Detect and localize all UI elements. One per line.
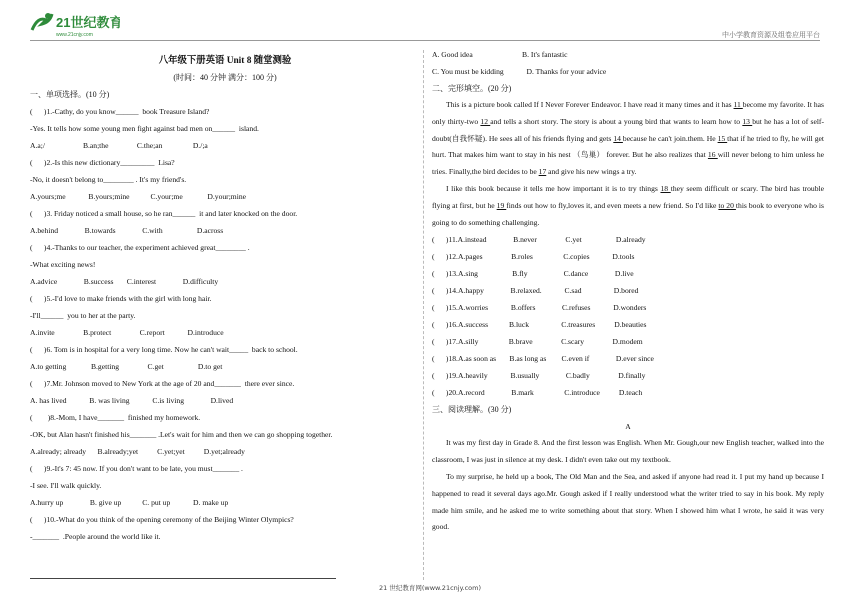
section1-heading: 一、单项选择。(10 分) [30,90,110,99]
header-platform-text: 中小学教育资源及组卷应用平台 [722,31,820,39]
page-subtitle: (时间：40 分钟 满分：100 分) [173,73,277,82]
right-column [432,46,824,536]
q10-options-1: A. Good idea B. It's fantastic [432,50,568,59]
question-line: -I see. I'll walk quickly. [30,481,102,490]
section1-questions [30,103,420,545]
header-divider [30,40,820,41]
question-line: -_______ .People around the world like it. [30,532,161,541]
cloze-option-line: ( )14.A.happy B.relaxed. C.sad D.bored [432,286,639,296]
cloze-option-line: ( )19.A.heavily B.usually C.badly D.finally [432,371,646,381]
cloze-option-line: ( )13.A.sing B.fly C.dance D.live [432,269,634,279]
q10-options-2: C. You must be kidding D. Thanks for your advice [432,67,607,76]
passage-label: A [625,422,631,432]
question-line: ( )9.-It's 7: 45 now. If you don't want to be late, you must_______ . [30,464,243,473]
left-column [30,46,420,545]
cloze-option-line: ( )12.A.pages B.roles C.copies D.tools [432,252,635,262]
logo-text: 21世纪教育 [56,15,120,30]
cloze-option-line: ( )18.A.as soon as B.as long as C.even if D.ever since [432,354,654,364]
question-line: ( )10.-What do you think of the opening ceremony of the Beijing Winter Olympics? [30,515,294,524]
footer-divider [30,578,336,579]
question-line: A.already; already B.already;yet C.yet;yet D.yet;already [30,447,245,456]
question-line: A.behind B.towards C.with D.across [30,226,224,235]
question-line: ( )8.-Mom, I have_______ finished my homework. [30,413,201,422]
cloze-option-line: ( )17.A.silly B.brave C.scary D.modem [432,337,643,347]
section3-heading: 三、阅读理解。(30 分) [432,405,512,415]
question-line: A.hurry up B. give up C. put up D. make up [30,498,229,507]
question-line: -Yes. It tells how some young men fight against bad men on______ island. [30,124,259,133]
question-line: -I'll______ you to her at the party. [30,311,136,320]
column-divider [423,50,424,580]
question-line: ( )2.-Is this new dictionary_________ Lisa? [30,158,175,167]
reading-paragraph-1: It was my first day in Grade 8. And the first lesson was English. When Mr. Gough,our new English teacher, walked into the classroom, I was just in silence at my desk. I didn't even take out my textbook. [432,438,824,465]
question-line: A.advice B.success C.interest D.difficulty [30,277,219,286]
site-logo [30,10,120,38]
cloze-option-line: ( )15.A.worries B.offers C.refuses D.wonders [432,303,647,313]
question-line: ( )6. Tom is in hospital for a very long time. Now he can't wait_____ back to school. [30,345,298,354]
question-line: -What exciting news! [30,260,96,269]
cloze-option-line: ( )20.A.record B.mark C.introduce D.teach [432,388,643,398]
question-line: ( )3. Friday noticed a small house, so he ran______ it and later knocked on the door. [30,209,298,218]
page-title: 八年级下册英语 Unit 8 随堂测验 [158,56,292,66]
question-line: ( )1.-Cathy, do you know______ book Treasure Island? [30,107,210,116]
cloze-paragraph-2: I like this book because it tells me how important it is to try things 18 they seem difficult or scary. The bird has trouble flying at first, but he 19 finds out how to fly,loves it, and even meets a new friend. So I'd like to 20 this book to everyone who is going to do something challenging. [432,183,825,227]
question-line: ( )4.-Thanks to our teacher, the experiment achieved great________ . [30,243,250,252]
cloze-option-line: ( )11.A.instead B.never C.yet D.already [432,235,646,245]
footer-text: 21 世纪教育网(www.21cnjy.com) [379,584,481,592]
question-line: -OK, but Alan hasn't finished his_______ .Let's wait for him and then we can go shopping together. [30,430,333,439]
cloze-options [432,231,824,401]
question-line: ( )5.-I'd love to make friends with the girl with long hair. [30,294,212,303]
question-line: ( )7.Mr. Johnson moved to New York at the age of 20 and_______ there ever since. [30,379,295,388]
question-line: -No, it doesn't belong to________ . It's my friend's. [30,175,187,184]
logo-url: www.21cnjy.com [56,32,93,38]
question-line: A.a;/ B.an;the C.the;an D./;a [30,141,208,150]
section2-heading: 二、完形填空。(20 分) [432,84,512,93]
cloze-paragraph-1: This is a picture book called If I Never Forever Endeavor. I have read it many times and it has 11 become my favorite. It has only thirty-two 12 and tells a short story. The story is about a young bird that wants to learn how to 13 but he has a lot of self-doubt(自我怀疑). He sees all of his friends flying and gets 14 because he can't join.them. He 15 that if he tried to fly, he will get hurt. That makes him want to stay in his nest （鸟巢） forever. But he also realizes that 16 will never belong to him unless he tries. Finally,the bird decides to be 17 and give his new wings a try. [432,100,824,177]
question-line: A.yours;me B.yours;mine C.your;me D.your;mine [30,192,246,201]
question-line: A.to getting B.getting C.get D.to get [30,362,223,371]
question-line: A.invite B.protect C.report D.introduce [30,328,224,337]
cloze-option-line: ( )16.A.success B.luck C.treasures D.beauties [432,320,647,330]
reading-paragraph-2: To my surprise, he held up a book, The Old Man and the Sea, and asked if anyone had read it. I put my hand up because I happened to read it several days ago.Mr. Gough asked if I really understood what the writer tried to say in his book. My reply made him smile, and he asked me to write something about that story. When I showed him what I wrote, he said it was very good. [432,471,824,532]
question-line: A. has lived B. was living C.is living D.lived [30,396,234,405]
